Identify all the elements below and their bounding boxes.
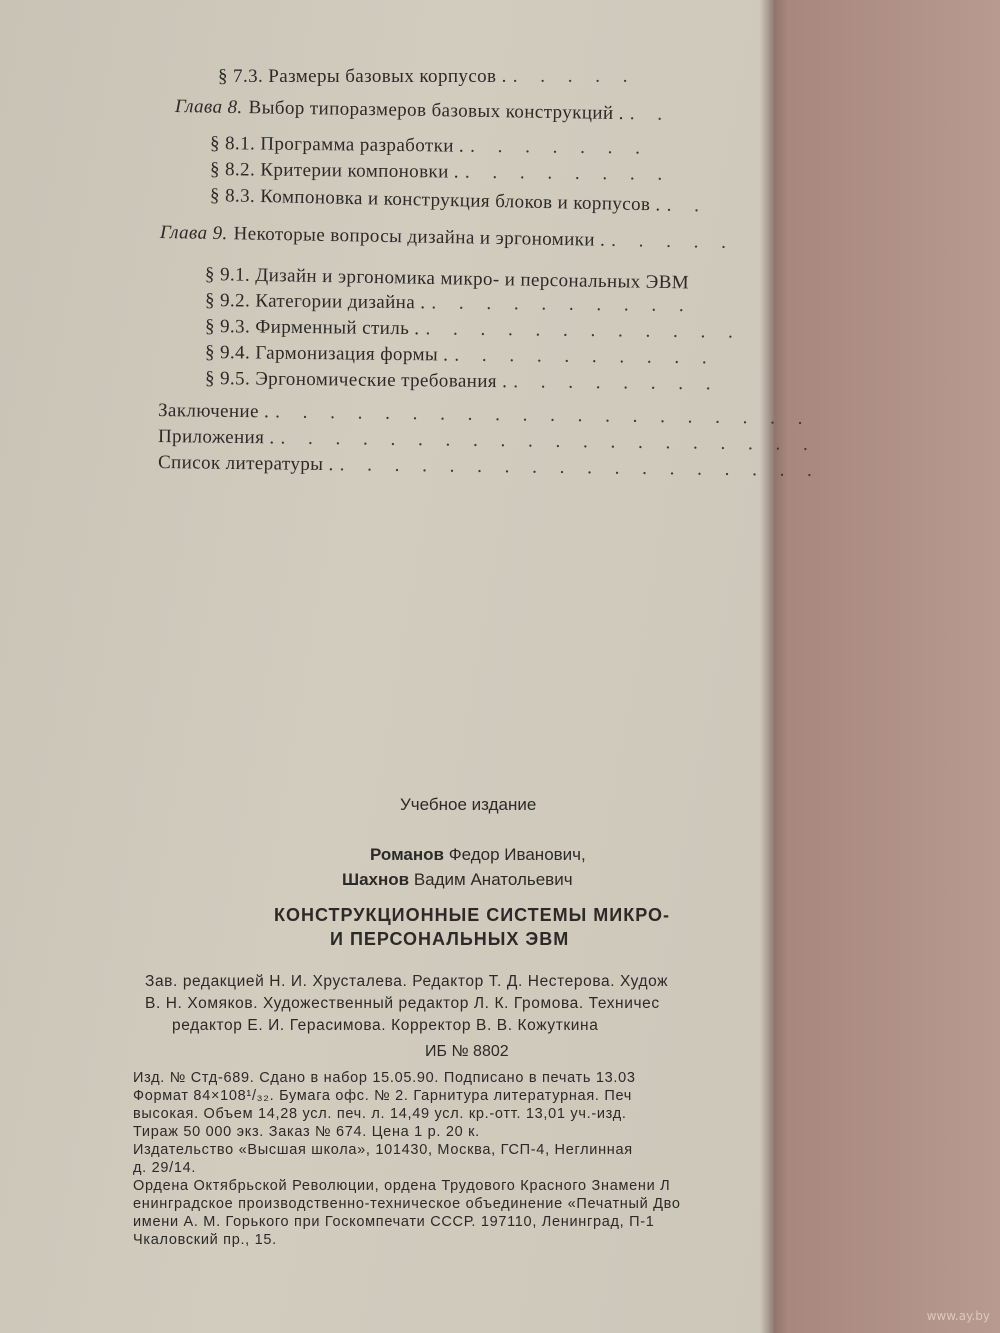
toc-leader-dots: . . . . . . . . . . . . . . . . . . . . — [280, 427, 817, 456]
publication-line: Тираж 50 000 экз. Заказ № 674. Цена 1 р. 20 к. — [133, 1124, 480, 1140]
toc-entry-text: § 7.3. Размеры базовых корпусов . — [218, 66, 507, 87]
publication-line: высокая. Объем 14,28 усл. печ. л. 14,49 усл. кр.-отт. 13,01 уч.-изд. — [133, 1106, 627, 1122]
toc-entry-text: § 9.4. Гармонизация формы . — [204, 342, 449, 366]
page-edge — [760, 0, 774, 1333]
toc-entry-text: Приложения . — [157, 426, 275, 449]
publication-line: Издательство «Высшая школа», 101430, Москва, ГСП-4, Неглинная — [133, 1142, 633, 1158]
toc-leader-dots: . . . . . . . . . . — [431, 292, 693, 317]
publication-line: Формат 84×108¹/₃₂. Бумага офс. № 2. Гарнитура литературная. Печ — [133, 1088, 632, 1104]
toc-leader-dots: . . . . . . . — [470, 135, 649, 159]
book-title-line-1: КОНСТРУКЦИОННЫЕ СИСТЕМЫ МИКРО- — [274, 905, 670, 925]
author-1-surname: Романов — [370, 845, 444, 864]
credits-line: редактор Е. И. Герасимова. Корректор В. В. Кожуткина — [172, 1017, 599, 1034]
toc-leader-dots: . . . . . . . . . . . . . . . . . . . . — [275, 401, 812, 429]
credits-line: Зав. редакцией Н. И. Хрусталева. Редактор Т. Д. Нестерова. Худож — [145, 973, 669, 990]
toc-entry — [210, 133, 649, 160]
author-1 — [370, 845, 586, 865]
credits-line: В. Н. Хомяков. Художественный редактор Л. К. Громова. Техничес — [145, 995, 660, 1012]
toc-entry-text: § 9.1. Дизайн и эргономика микро- и персональных ЭВМ — [204, 264, 690, 294]
ib-number: ИБ № 8802 — [425, 1043, 509, 1060]
chapter-label: Глава 9. — [159, 222, 228, 245]
toc-entry-text: § 8.2. Критерии компоновки . — [209, 159, 460, 183]
publication-line: енинградское производственно-техническое объединение «Печатный Дво — [133, 1196, 681, 1212]
book-title-line-2: И ПЕРСОНАЛЬНЫХ ЭВМ — [330, 929, 570, 949]
author-2 — [342, 870, 573, 890]
site-watermark: www.ay.by — [926, 1309, 990, 1323]
publication-line: Изд. № Стд-689. Сдано в набор 15.05.90. Подписано в печать 13.03 — [133, 1070, 636, 1086]
toc-entry-text: Некоторые вопросы дизайна и эргономики . — [233, 223, 606, 251]
toc-leader-dots: . . . . . . . . — [464, 161, 672, 185]
toc-entry — [218, 66, 636, 88]
edition-type: Учебное издание — [400, 795, 537, 814]
toc-leader-dots: . . . . . — [611, 229, 736, 254]
toc-leader-dots: . . — [629, 103, 672, 125]
chapter-label: Глава 8. — [174, 96, 243, 119]
toc-entry-text: Заключение . — [157, 400, 270, 423]
toc-leader-dots: . . . . . . . . — [513, 371, 720, 395]
publication-line: Чкаловский пр., 15. — [133, 1232, 277, 1248]
publication-line: д. 29/14. — [133, 1160, 197, 1176]
author-2-name: Вадим Анатольевич — [413, 870, 573, 889]
toc-entry-text: § 8.3. Компоновка и конструкция блоков и корпусов . — [209, 185, 661, 216]
toc-leader-dots: . . . . . . . . . . . . . . . . . . — [339, 454, 822, 482]
toc-entry-text: § 9.2. Категории дизайна . — [204, 290, 426, 314]
toc-entry-text: Выбор типоразмеров базовых конструкций . — [248, 97, 624, 125]
toc-leader-dots: . . — [666, 194, 709, 217]
toc-entry-text: § 9.3. Фирменный стиль . — [204, 316, 420, 340]
publication-line: имени А. М. Горького при Госкомпечати СССР. 197110, Ленинград, П-1 — [133, 1214, 655, 1230]
book-cover — [770, 0, 1000, 1333]
toc-leader-dots: . . . . . . . . . . — [454, 344, 716, 369]
author-2-surname: Шахнов — [342, 870, 410, 889]
toc-leader-dots: . . . . . — [512, 66, 637, 87]
toc-leader-dots: . . . . . . . . . . . . — [425, 318, 742, 343]
toc-entry-text: Список литературы . — [157, 452, 334, 476]
toc-entry-text: § 8.1. Программа разработки . — [209, 133, 465, 157]
toc-entry-text: § 9.5. Эргономические требования . — [204, 368, 508, 393]
author-1-name: Федор Иванович, — [448, 845, 586, 864]
publication-line: Ордена Октябрьской Революции, ордена Трудового Красного Знамени Л — [133, 1178, 671, 1194]
